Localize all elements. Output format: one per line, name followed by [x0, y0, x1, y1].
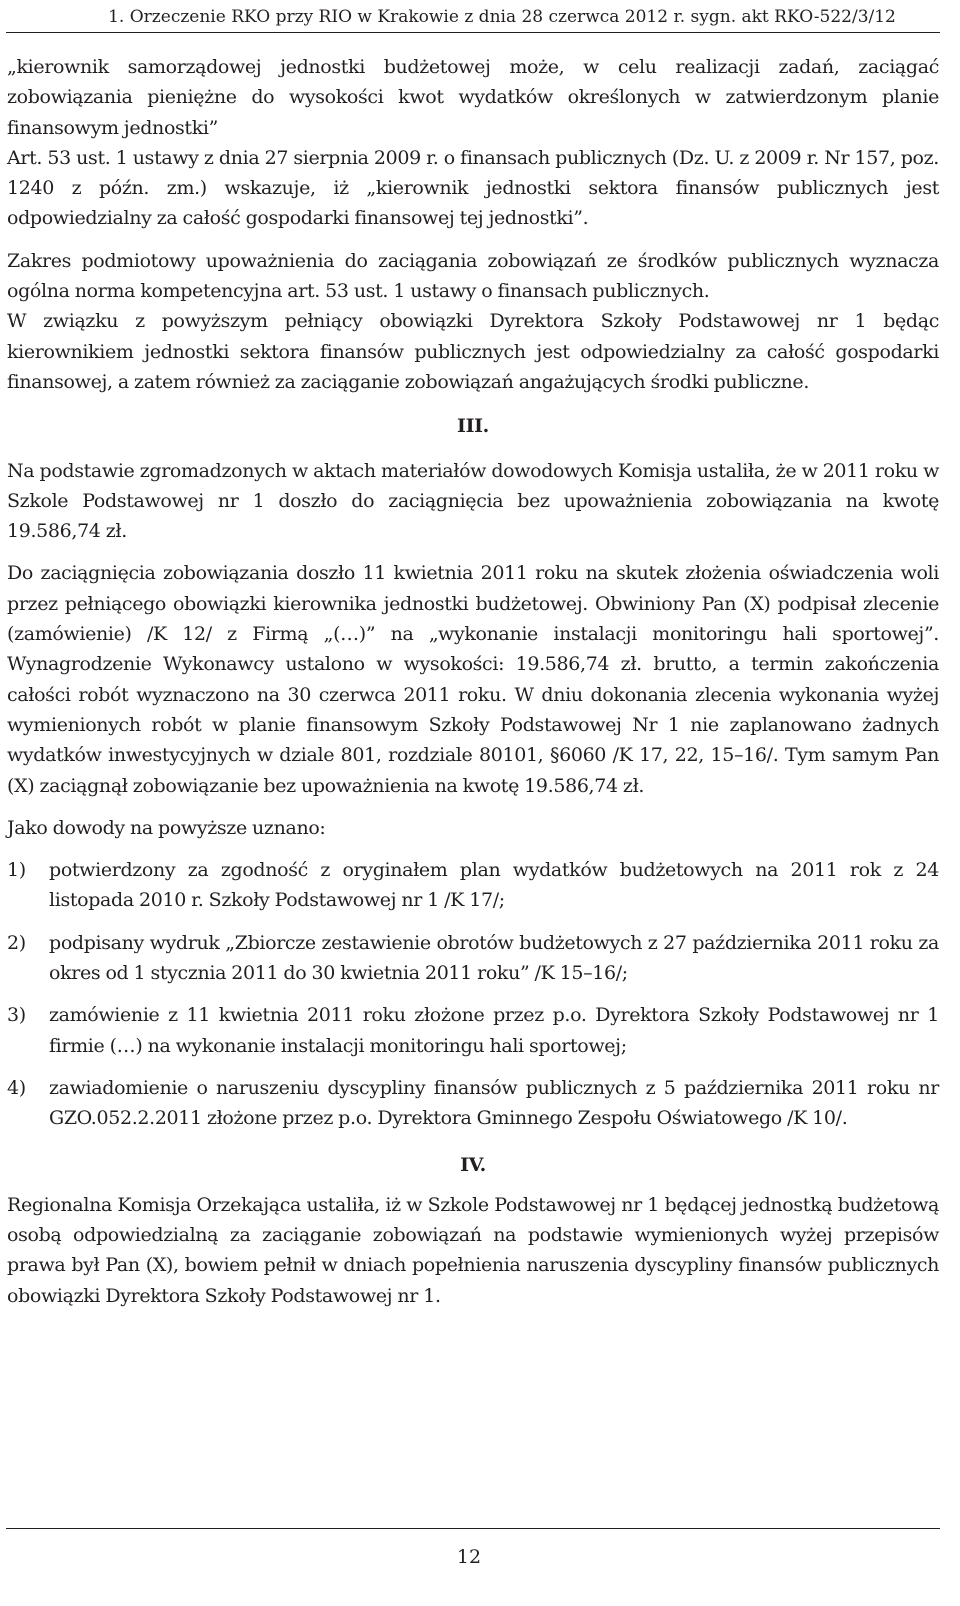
list-item-marker: 1)	[7, 859, 26, 882]
document-body	[7, 52, 939, 1323]
art53-paragraph: Art. 53 ust. 1 ustawy z dnia 27 sierpnia 2009 r. o finansach publicznych (Dz. U. z 2009 r. Nr 157, poz. 1240 z późn. zm.) wskazuje, iż „kierownik jednostki sektora finansów publicznych jest odpowiedzialny za całość gospodarki finansowej tej jednostki”.	[7, 146, 939, 230]
conclusion-paragraph: Regionalna Komisja Orzekająca ustaliła, iż w Szkole Podstawowej nr 1 będącej jednostką budżetową osobą odpowiedzialną za zaciąganie zobowiązań na podstawie wymienionych wyżej przepisów prawa był Pan (X), bowiem pełnił w dniach popełnienia naruszenia dyscypliny finansów publicznych obowiązki Dyrektora Szkoły Podstawowej nr 1.	[7, 1193, 939, 1307]
list-item-text: potwierdzony za zgodność z oryginałem plan wydatków budżetowych na 2011 rok z 24 listopada 2010 r. Szkoły Podstawowej nr 1 /K 17/;	[49, 859, 939, 912]
findings-paragraph: Na podstawie zgromadzonych w aktach materiałów dowodowych Komisja ustaliła, że w 2011 roku w Szkole Podstawowej nr 1 doszło do zaciągnięcia bez upoważnienia zobowiązania na kwotę 19.586,74 zł.	[7, 459, 939, 543]
list-item-marker: 4)	[7, 1076, 26, 1099]
page-number: 12	[456, 1546, 482, 1568]
list-item	[7, 1000, 939, 1061]
list-item-text: zawiadomienie o naruszeniu dyscypliny finansów publicznych z 5 października 2011 roku nr GZO.052.2.2011 złożone przez p.o. Dyrektora Gminnego Zespołu Oświatowego /K 10/.	[49, 1076, 939, 1130]
scope-paragraph: Zakres podmiotowy upoważnienia do zaciągania zobowiązań ze środków publicznych wyznacza ogólna norma kompetencyjna art. 53 ust. 1 ustawy o finansach publicznych.	[7, 249, 939, 303]
list-item	[7, 1073, 939, 1134]
list-item-marker: 3)	[7, 1004, 26, 1027]
course-paragraph: Do zaciągnięcia zobowiązania doszło 11 kwietnia 2011 roku na skutek złożenia oświadczenia woli przez pełniącego obowiązki kierownika jednostki budżetowej. Obwiniony Pan (X) podpisał zlecenie (zamówienie) /K 12/ z Firmą „(…)” na „wykonanie instalacji monitoringu hali sportowej”. Wynagrodzenie Wykonawcy ustalono w wysokości: 19.586,74 zł. brutto, a termin zakończenia całości robót wyznaczono na 30 czerwca 2011 roku. W dniu dokonania zlecenia wykonania wyżej wymienionych robót w planie finansowym Szkoły Podstawowej Nr 1 nie zaplanowano żadnych wydatków inwestycyjnych w dziale 801, rozdziale 80101, §6060 /K 17, 22, 15–16/. Tym samym Pan (X) zaciągnął zobowiązanie bez upoważnienia na kwotę 19.586,74 zł.	[7, 562, 939, 797]
footer-rule	[6, 1528, 940, 1529]
section-heading-iv: IV.	[460, 1153, 486, 1176]
list-item	[7, 855, 939, 916]
list-item-text: podpisany wydruk „Zbiorcze zestawienie obrotów budżetowych z 27 października 2011 roku za okres od 1 stycznia 2011 do 30 kwietnia 2011 roku” /K 15–16/;	[49, 931, 939, 985]
header-rule	[6, 32, 940, 33]
responsibility-paragraph: W związku z powyższym pełniący obowiązki Dyrektora Szkoły Podstawowej nr 1 będąc kierownikiem jednostki sektora finansów publicznych jest odpowiedzialny za całość gospodarki finansowej, a zatem również za zaciąganie zobowiązań angażujących środki publiczne.	[7, 310, 939, 393]
quoted-provision: „kierownik samorządowej jednostki budżetowej może, w celu realizacji zadań, zaciągać zobowiązania pieniężne do wysokości kwot wydatków określonych w zatwierdzonym planie finansowym jednostki”	[7, 56, 939, 139]
running-header: 1. Orzeczenie RKO przy RIO w Krakowie z dnia 28 czerwca 2012 r. sygn. akt RKO-522/3/12	[108, 7, 896, 27]
evidence-list	[7, 855, 939, 1133]
list-item-text: zamówienie z 11 kwietnia 2011 roku złożone przez p.o. Dyrektora Szkoły Podstawowej nr 1 firmie (…) na wykonanie instalacji monitoringu hali sportowej;	[49, 1004, 939, 1057]
list-item	[7, 928, 939, 989]
list-item-marker: 2)	[7, 931, 26, 954]
evidence-intro: Jako dowody na powyższe uznano:	[7, 816, 326, 839]
section-heading-iii: III.	[457, 415, 489, 438]
